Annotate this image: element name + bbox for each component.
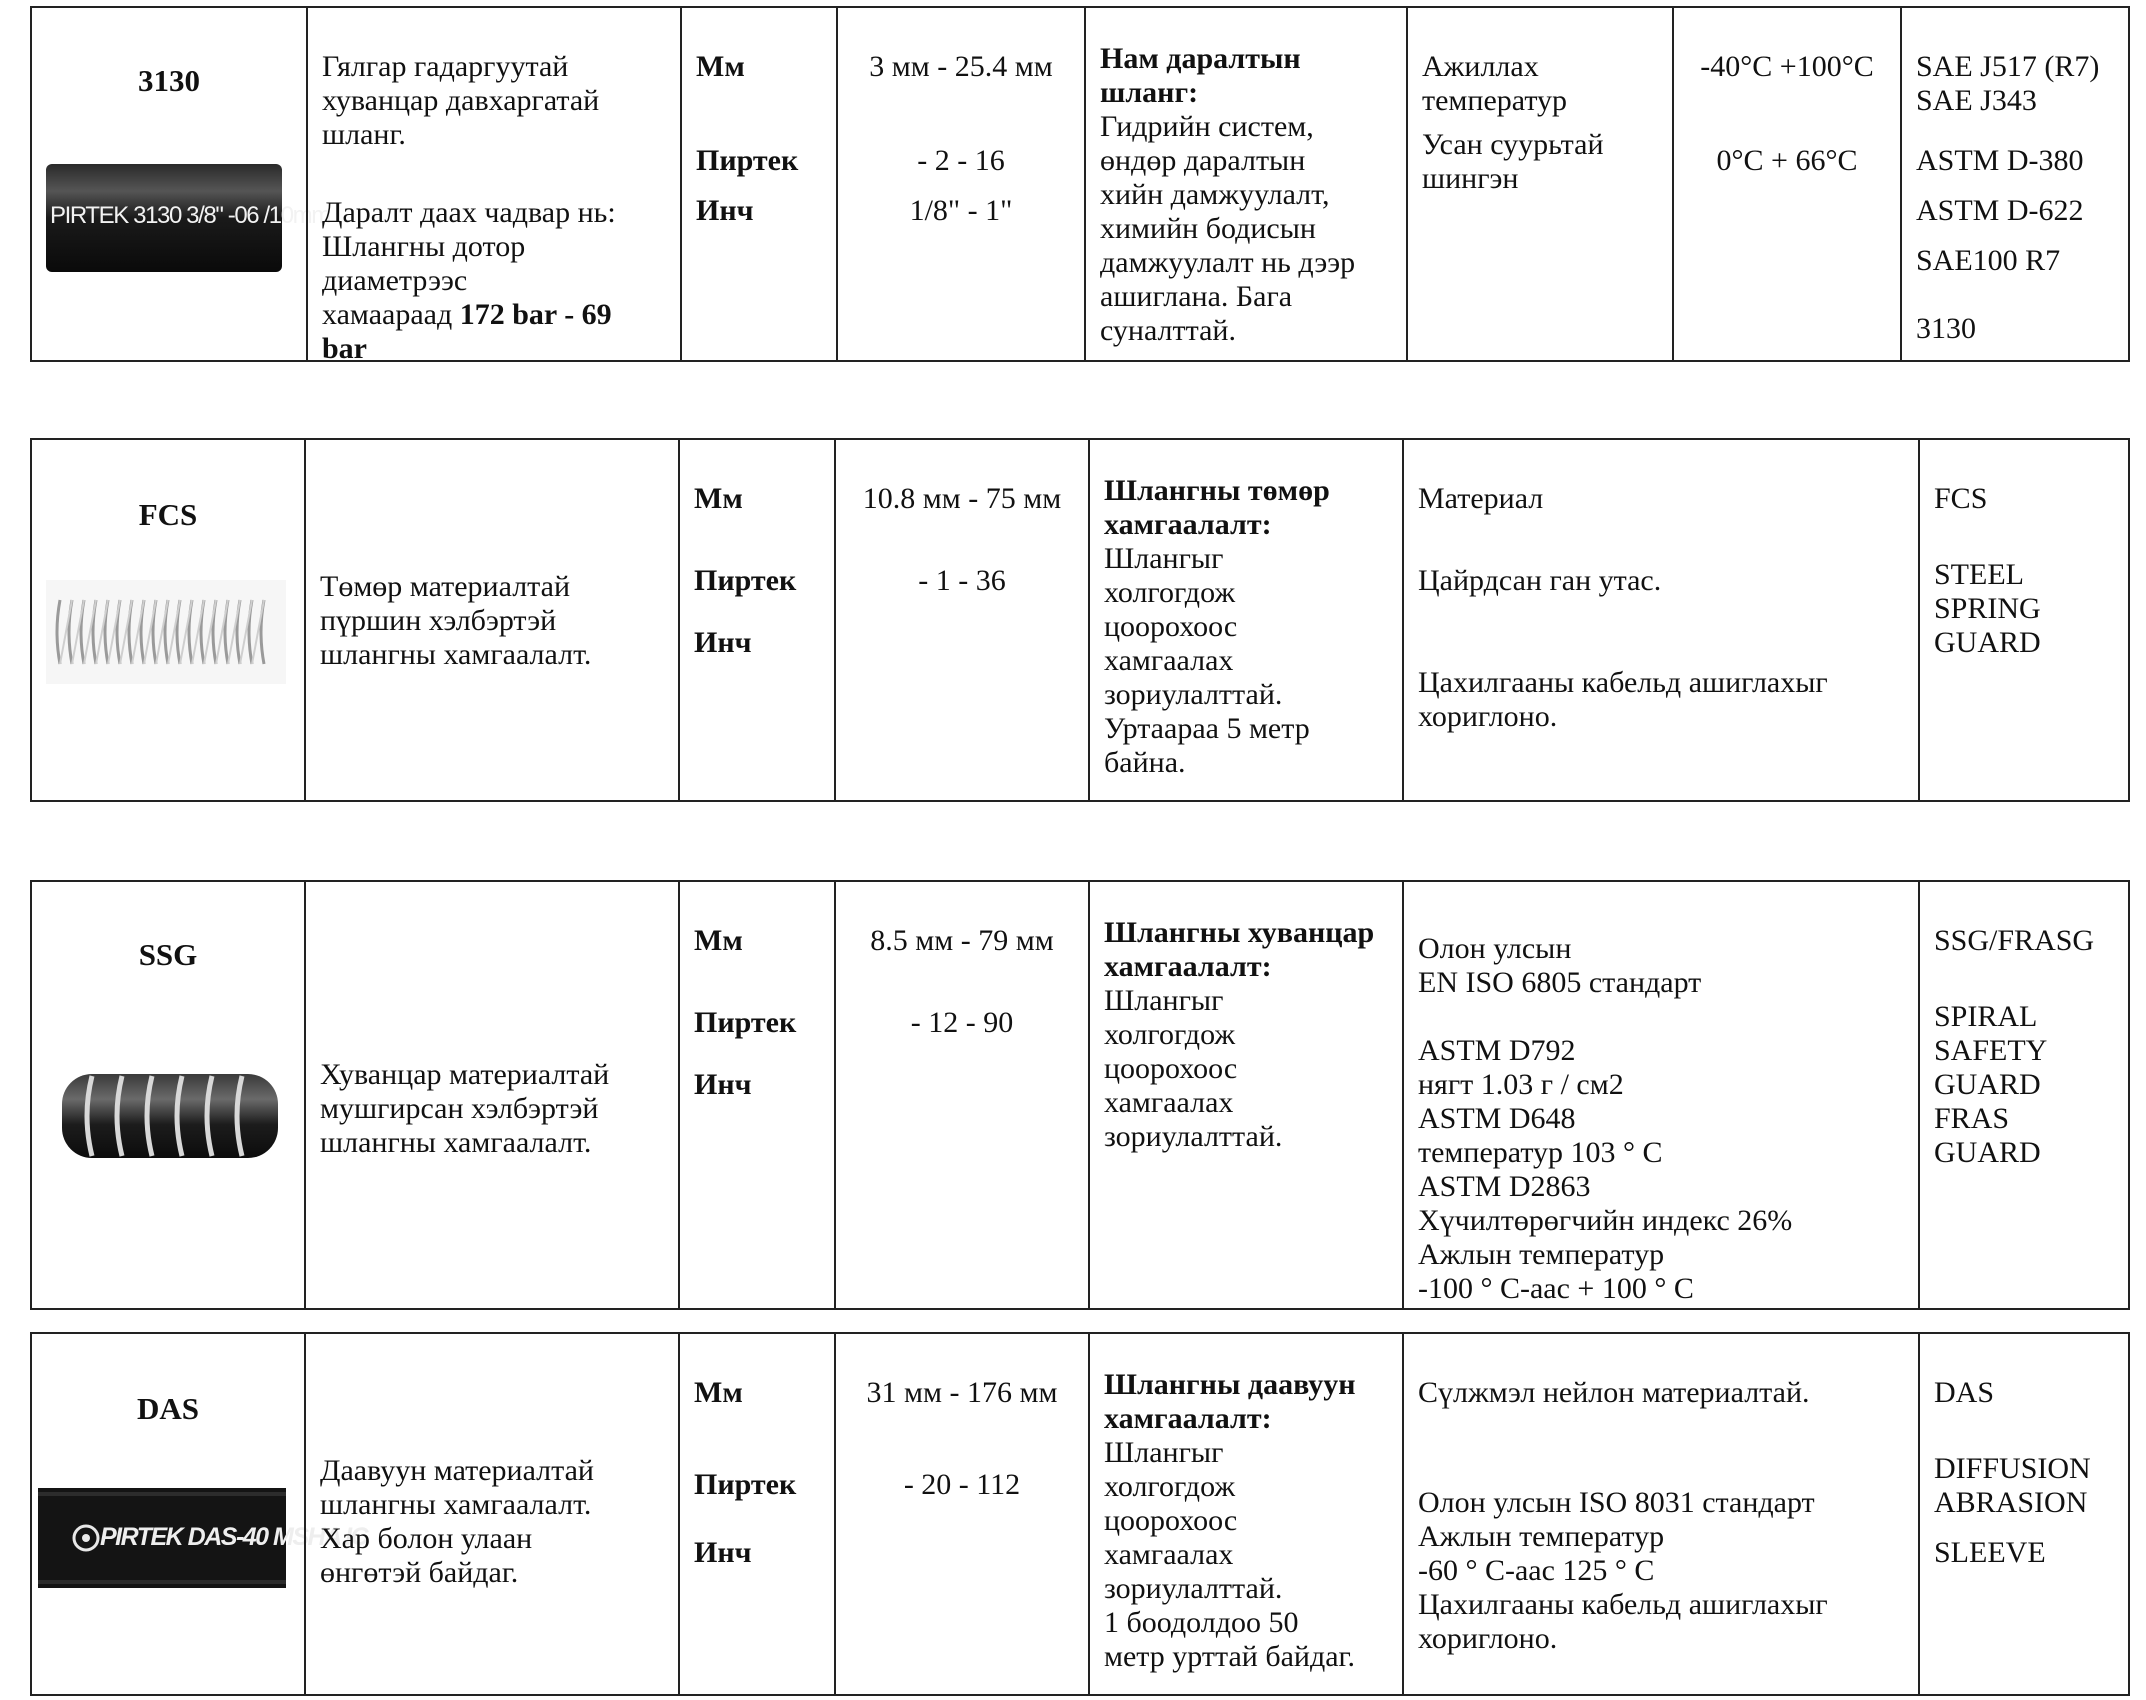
standards-cell — [1900, 8, 2128, 360]
description-text: Төмөр материалтай пүршин хэлбэртэй шлангны хамгаалалт. — [320, 570, 592, 671]
sleeve-print-label: PIRTEK DAS-40 MSHA IC — [100, 1523, 368, 1551]
sizes-cell — [834, 440, 1088, 800]
material-specs: ASTM D792 нягт 1.03 г / см2 ASTM D648 температур 103 ° C ASTM D2863 Хүчилтөрөгчийн индекс 26% Ажлын температур -100 ° C-аас + 100 ° C — [1418, 1034, 1793, 1305]
size-pirtek: - 2 - 16 — [917, 144, 1005, 177]
standard-code: 3130 — [1916, 312, 1976, 345]
application-title: Шлангны даавуун хамгаалалт: — [1104, 1368, 1356, 1435]
size-mm: 8.5 мм - 79 мм — [870, 924, 1054, 957]
sizes-cell — [836, 8, 1084, 360]
product-table-das — [30, 1332, 2130, 1696]
description-text: Даавуун материалтай шлангны хамгаалалт. Хар болон улаан өнгөтэй байдаг. — [320, 1454, 594, 1589]
fluid-label: Усан суурьтай шингэн — [1422, 128, 1604, 195]
pressure-prefix: Даралт даах чадвар нь: Шлангны дотор диаметрээс хамаараад — [322, 196, 616, 331]
size-mm: 3 мм - 25.4 мм — [869, 50, 1053, 83]
units-cell — [678, 440, 834, 800]
standard-astm-380: ASTM D-380 — [1916, 144, 2084, 177]
fluid-temperature-range: 0°C + 66°C — [1716, 144, 1858, 177]
product-code: FCS — [138, 497, 198, 532]
description-cell — [304, 882, 678, 1308]
unit-mm: Мм — [696, 50, 745, 83]
size-pirtek: - 1 - 36 — [918, 564, 1006, 597]
product-code: DAS — [136, 1391, 199, 1426]
application-cell — [1088, 1334, 1402, 1694]
steel-spring-photo — [46, 580, 286, 684]
unit-mm: Мм — [694, 924, 743, 957]
product-name-code: FCS — [1934, 482, 1988, 515]
temperature-label-cell — [1406, 8, 1672, 360]
units-cell — [678, 882, 834, 1308]
material-standard: Олон улсын EN ISO 6805 стандарт — [1418, 932, 1702, 999]
product-table-fcs — [30, 438, 2130, 802]
application-cell — [1088, 440, 1402, 800]
unit-pirtek: Пиртек — [696, 144, 799, 177]
unit-inch: Инч — [694, 1536, 752, 1569]
product-name-full: SPIRAL SAFETY GUARD FRAS GUARD — [1934, 1000, 2048, 1169]
description-cell — [304, 1334, 678, 1694]
pressure-value: 172 bar - 69 bar — [322, 298, 612, 365]
size-pirtek: - 20 - 112 — [903, 1468, 1021, 1501]
temperature-label: Ажиллах температур — [1422, 50, 1568, 117]
temperature-range: -40°C +100°C — [1700, 50, 1874, 83]
standards-cell — [1918, 440, 2128, 800]
size-pirtek: - 12 - 90 — [910, 1006, 1014, 1039]
unit-inch: Инч — [694, 1068, 752, 1101]
application-title: Шлангны төмөр хамгаалалт: — [1104, 474, 1330, 541]
description-cell — [306, 8, 680, 365]
sizes-cell — [834, 1334, 1088, 1694]
unit-pirtek: Пиртек — [694, 564, 797, 597]
pressure-text — [322, 196, 616, 366]
material-label: Материал — [1418, 482, 1544, 515]
size-mm: 10.8 мм - 75 мм — [862, 482, 1062, 515]
unit-pirtek: Пиртек — [694, 1468, 797, 1501]
product-table-3130 — [30, 6, 2130, 365]
product-table-ssg — [30, 880, 2130, 1310]
application-text: Гидрийн систем, өндөр даралтын хийн дамжуулалт, химийн бодисын дамжуулалт нь дээр ашиглана. Бага суналттай. — [1100, 110, 1356, 347]
product-name-full: STEEL SPRING GUARD — [1934, 558, 2041, 659]
product-name-code: SSG/FRASG — [1934, 924, 2095, 957]
sizes-cell — [834, 882, 1088, 1308]
hose-print-label: PIRTEK 3130 3/8" -06 /10mm — [50, 202, 330, 229]
standard-astm-622: ASTM D-622 — [1916, 194, 2084, 227]
standards-cell — [1918, 882, 2128, 1308]
standard-sae: SAE J517 (R7) SAE J343 — [1916, 50, 2100, 117]
code-cell — [32, 440, 304, 800]
application-text: Шлангыг холгогдож цоорохоос хамгаалах зориулалттай. 1 боодолдоо 50 метр урттай байдаг. — [1104, 1436, 1355, 1673]
description-text: Гялгар гадаргуутай хуванцар давхаргатай шланг. — [322, 50, 600, 151]
temperature-value-cell — [1672, 8, 1900, 360]
description-cell — [304, 440, 678, 800]
standard-sae100: SAE100 R7 — [1916, 244, 2061, 277]
application-cell — [1088, 882, 1402, 1308]
spiral-guard-photo — [52, 1066, 288, 1166]
size-mm: 31 мм - 176 мм — [866, 1376, 1058, 1409]
description-text: Хуванцар материалтай мушгирсан хэлбэртэй шлангны хамгаалалт. — [320, 1058, 610, 1159]
standards-cell — [1918, 1334, 2128, 1694]
product-name-suffix: SLEEVE — [1934, 1536, 2046, 1569]
material-label: Сүлжмэл нейлон материалтай. — [1418, 1376, 1810, 1409]
application-text: Шлангыг холгогдож цоорохоос хамгаалах зориулалттай. Уртаараа 5 метр байна. — [1104, 542, 1310, 779]
application-text: Шлангыг холгогдож цоорохоос хамгаалах зориулалттай. — [1104, 984, 1283, 1153]
hose-photo-3130 — [46, 160, 330, 276]
material-cell — [1402, 1334, 1918, 1694]
material-cell — [1402, 882, 1918, 1308]
unit-pirtek: Пиртек — [694, 1006, 797, 1039]
size-inch: 1/8" - 1" — [909, 194, 1013, 227]
material-spec: Цайрдсан ган утас. — [1418, 564, 1662, 597]
code-cell — [32, 1334, 368, 1694]
units-cell — [680, 8, 836, 360]
product-code: SSG — [138, 937, 198, 972]
das-sleeve-photo — [38, 1488, 368, 1588]
unit-mm: Мм — [694, 1376, 743, 1409]
product-name-full: DIFFUSION ABRASION — [1934, 1452, 2091, 1519]
code-cell — [32, 882, 304, 1308]
material-cell — [1402, 440, 1918, 800]
application-cell — [1084, 8, 1406, 360]
material-warning: Цахилгааны кабельд ашиглахыг хориглоно. — [1418, 666, 1828, 733]
units-cell — [678, 1334, 834, 1694]
unit-inch: Инч — [696, 194, 754, 227]
product-name-code: DAS — [1934, 1376, 1995, 1409]
unit-inch: Инч — [694, 626, 752, 659]
application-title: Нам даралтын шланг: — [1100, 42, 1301, 109]
unit-mm: Мм — [694, 482, 743, 515]
application-title: Шлангны хуванцар хамгаалалт: — [1104, 916, 1375, 983]
product-code: 3130 — [138, 63, 200, 98]
code-cell — [32, 8, 330, 360]
material-specs: Олон улсын ISO 8031 стандарт Ажлын температур -60 ° C-аас 125 ° C Цахилгааны кабельд ашиглахыг хориглоно. — [1418, 1486, 1828, 1655]
